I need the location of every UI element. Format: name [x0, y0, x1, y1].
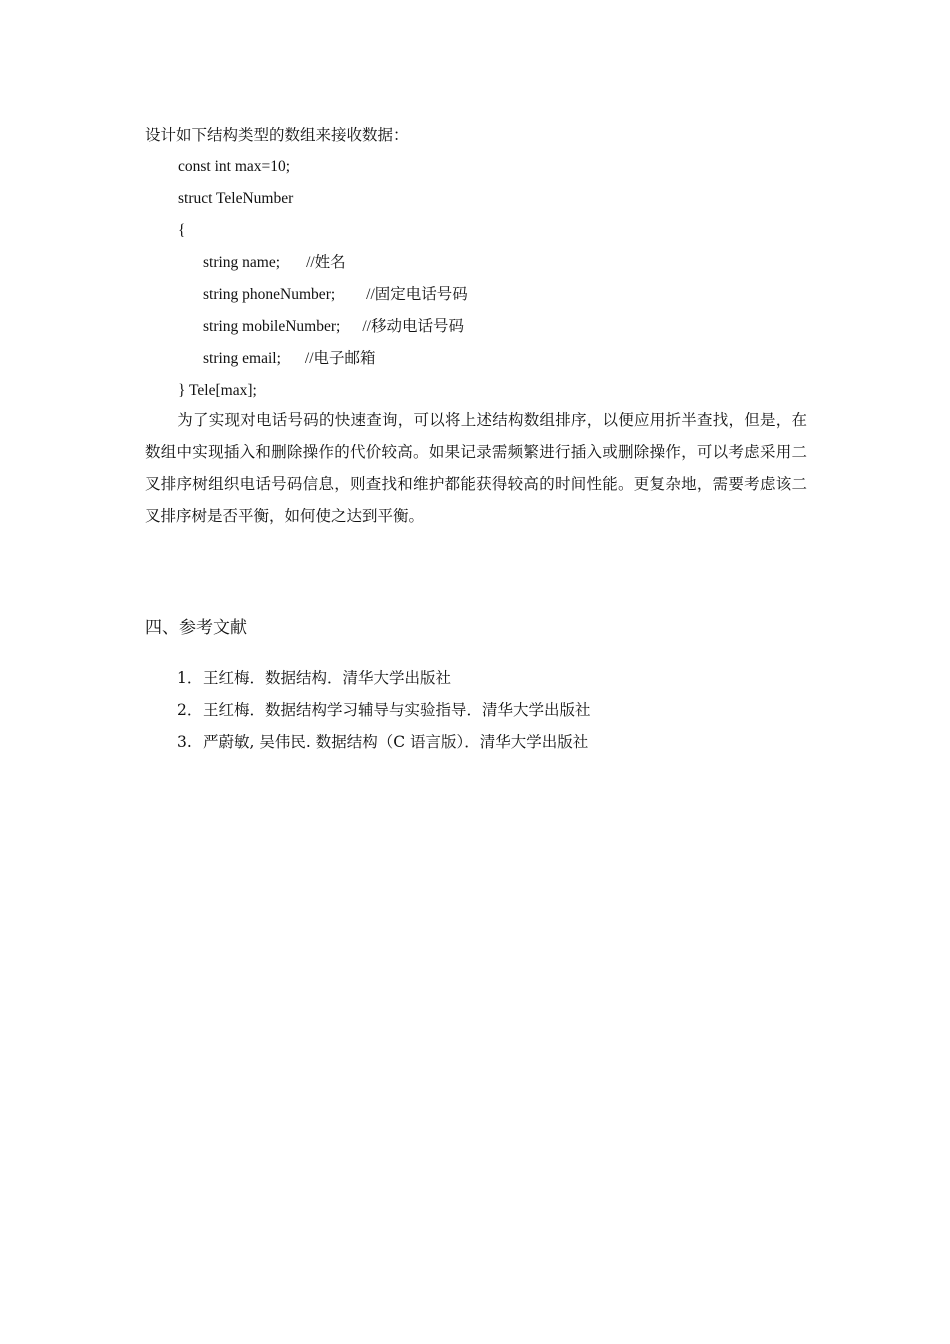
field-declaration: string mobileNumber; — [203, 318, 341, 335]
code-line-const: const int max=10; — [178, 158, 291, 175]
field-comment: //移动电话号码 — [362, 318, 464, 335]
reference-text: 王红梅．数据结构．清华大学出版社 — [203, 669, 452, 687]
intro-text: 设计如下结构类型的数组来接收数据： — [145, 126, 409, 144]
body-paragraph — [145, 404, 807, 532]
reference-item — [177, 662, 591, 694]
field-comment: //固定电话号码 — [366, 286, 468, 303]
reference-number: 3. — [177, 733, 192, 751]
reference-number: 1． — [177, 669, 203, 687]
reference-item — [177, 694, 591, 726]
field-declaration: string email; — [203, 350, 281, 367]
references-list — [177, 662, 591, 758]
code-line-struct: struct TeleNumber — [178, 190, 294, 207]
code-field-email — [203, 349, 376, 369]
reference-item — [177, 726, 591, 758]
field-declaration: string phoneNumber; — [203, 286, 336, 303]
code-field-mobile — [203, 317, 464, 337]
reference-text: 严蔚敏, 吴伟民. 数据结构（C 语言版）．清华大学出版社 — [203, 733, 589, 751]
reference-text: 王红梅．数据结构学习辅导与实验指导．清华大学出版社 — [203, 701, 591, 719]
field-comment: //电子邮箱 — [304, 350, 376, 367]
field-comment: //姓名 — [306, 254, 346, 271]
reference-number: 2． — [177, 701, 203, 719]
field-declaration: string name; — [203, 254, 281, 271]
code-close: } Tele[max]; — [178, 382, 257, 399]
code-open-brace: { — [178, 222, 186, 239]
paragraph-text: 为了实现对电话号码的快速查询，可以将上述结构数组排序，以便应用折半查找，但是，在数组中实现插入和删除操作的代价较高。如果记录需频繁进行插入或删除操作，可以考虑采用二叉排序树组织电话号码信息，则查找和维护都能获得较高的时间性能。更复杂地，需要考虑该二叉排序树是否平衡，如何使之达到平衡。 — [145, 411, 807, 525]
code-field-phone — [203, 285, 468, 305]
code-field-name — [203, 253, 346, 273]
references-heading: 四、参考文献 — [145, 618, 247, 638]
